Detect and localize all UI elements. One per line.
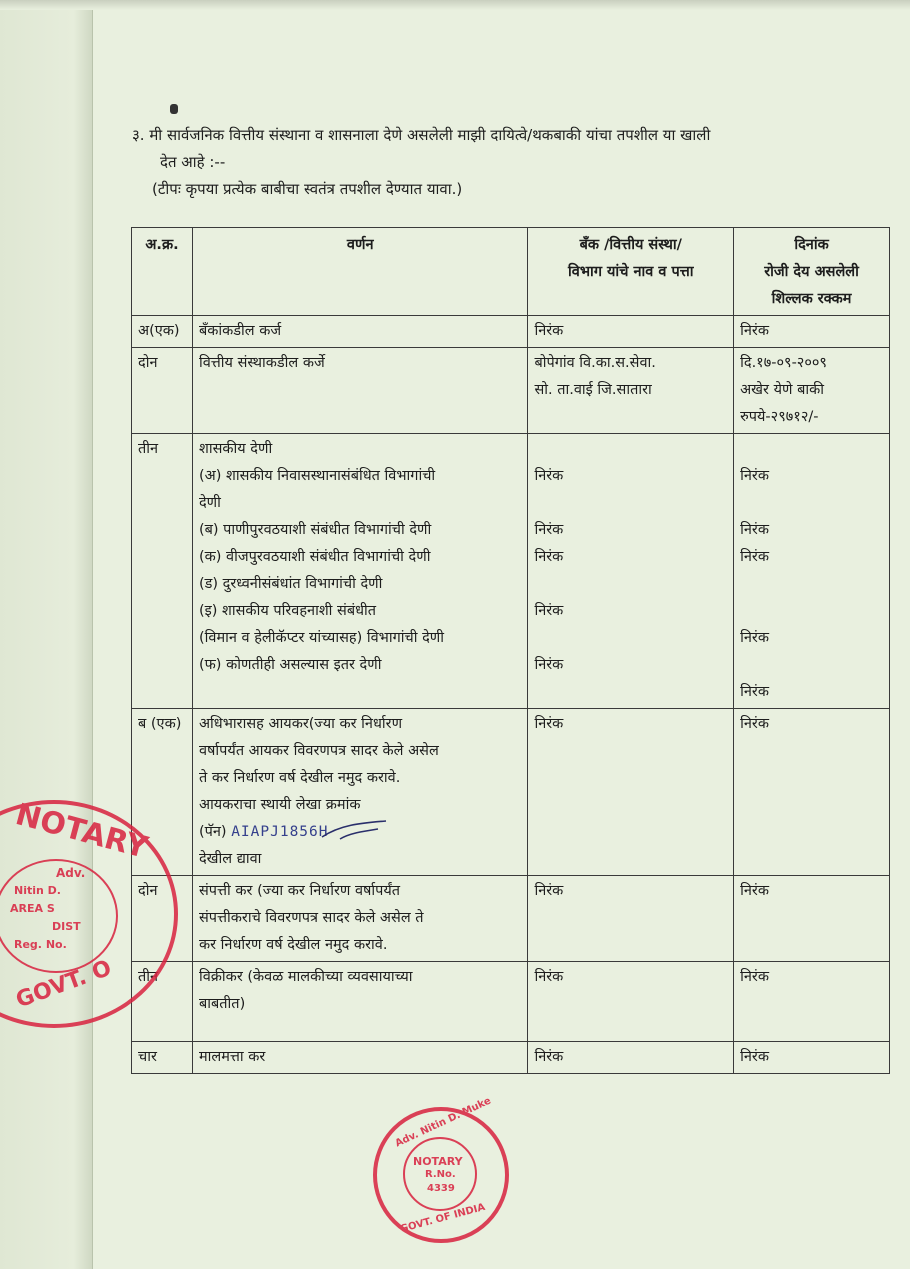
row6-line1: विक्रीकर (केवळ मालकीच्या व्यवसायाच्या bbox=[198, 969, 413, 985]
row2-amount bbox=[734, 348, 890, 434]
row3-amount-f: निरंक bbox=[740, 684, 769, 700]
row2-amount-line2: अखेर येणे बाकी bbox=[740, 382, 825, 398]
notary-stamp-bottom bbox=[373, 1095, 509, 1243]
header-sr: अ.क्र. bbox=[132, 228, 193, 316]
row7-desc: मालमत्ता कर bbox=[192, 1042, 527, 1074]
row3-bank-e: निरंक bbox=[534, 603, 564, 619]
row1-sr: अ(एक) bbox=[132, 316, 193, 348]
row3-item-c: (क) वीजपुरवठयाशी संबंधीत विभागांची देणी bbox=[198, 549, 431, 565]
row5-line2: संपत्तीकराचे विवरणपत्र सादर केले असेल ते bbox=[198, 910, 424, 926]
row5-line1: संपत्ती कर (ज्या कर निर्धारण वर्षापर्यंत bbox=[198, 883, 401, 899]
row3-bank-c: निरंक bbox=[534, 549, 564, 565]
table-row bbox=[132, 1042, 890, 1074]
row5-desc bbox=[192, 876, 527, 962]
row3-item-a-line2: देणी bbox=[198, 495, 221, 511]
row3-bank-b: निरंक bbox=[534, 522, 564, 538]
header-bank bbox=[528, 228, 734, 316]
row3-item-e-line2: (विमान व हेलीकॅप्टर यांच्यासह) विभागांची देणी bbox=[198, 630, 445, 646]
row7-sr: चार bbox=[132, 1042, 193, 1074]
row2-amount-line1: दि.१७-०९-२००९ bbox=[740, 355, 827, 371]
pan-prefix: (पॅन) bbox=[198, 824, 227, 840]
row3-amount-a: निरंक bbox=[740, 468, 769, 484]
stamp-left-dist: DIST bbox=[52, 920, 81, 933]
row4-sr: ब (एक) bbox=[132, 709, 193, 876]
header-date bbox=[734, 228, 890, 316]
stamp-bottom-ring-text: Adv. Nitin D. Muke bbox=[393, 1095, 493, 1150]
row4-line4: आयकराचा स्थायी लेखा क्रमांक bbox=[198, 797, 361, 813]
header-bank-line2: विभाग यांचे नाव व पत्ता bbox=[568, 264, 694, 280]
row2-bank-line1: बोपेगांव वि.का.स.सेवा. bbox=[534, 355, 656, 371]
stamp-bottom-reg: R.No. bbox=[425, 1169, 456, 1180]
header-date-line1: दिनांक bbox=[794, 237, 829, 253]
row1-desc: बँकांकडील कर्ज bbox=[192, 316, 527, 348]
stamp-left-name: Nitin D. bbox=[14, 884, 61, 897]
row4-desc bbox=[192, 709, 527, 876]
liabilities-table bbox=[131, 227, 890, 1074]
row3-item-d: (ड) दुरध्वनीसंबंधांत विभागांची देणी bbox=[198, 576, 383, 592]
stamp-left-govt: GOVT. O bbox=[12, 955, 115, 1014]
row3-item-a-line1: (अ) शासकीय निवासस्थानासंबंधित विभागांची bbox=[198, 468, 436, 484]
stamp-left-adv: Adv. bbox=[56, 866, 86, 880]
row7-amount: निरंक bbox=[734, 1042, 890, 1074]
row2-amount-line3: रुपये-२९७१२/- bbox=[740, 409, 819, 425]
row6-amount: निरंक bbox=[734, 962, 890, 1042]
row3-amount-b: निरंक bbox=[740, 522, 769, 538]
row6-sr: तीन bbox=[132, 962, 193, 1042]
row5-line3: कर निर्धारण वर्ष देखील नमुद करावे. bbox=[198, 937, 388, 953]
row4-line2: वर्षापर्यंत आयकर विवरणपत्र सादर केले असेल bbox=[198, 743, 439, 759]
row3-bank-a: निरंक bbox=[534, 468, 564, 484]
page-binding-edge bbox=[0, 0, 93, 1269]
row4-line3: ते कर निर्धारण वर्ष देखील नमुद करावे. bbox=[198, 770, 401, 786]
row3-bank-f: निरंक bbox=[534, 657, 564, 673]
row2-bank-line2: सो. ता.वाई जि.सातारा bbox=[534, 382, 652, 398]
row4-line1: अधिभारासह आयकर(ज्या कर निर्धारण bbox=[198, 716, 403, 732]
row1-amount: निरंक bbox=[734, 316, 890, 348]
header-date-line3: शिल्लक रक्कम bbox=[771, 291, 852, 307]
table-row bbox=[132, 316, 890, 348]
row7-bank: निरंक bbox=[528, 1042, 734, 1074]
stamp-bottom-notary: NOTARY bbox=[413, 1155, 463, 1168]
ink-mark bbox=[170, 104, 178, 114]
row3-bank bbox=[528, 434, 734, 709]
intro-note: (टीपः कृपया प्रत्येक बाबीचा स्वतंत्र तपशील देण्यात यावा.) bbox=[152, 180, 463, 198]
table-header-row bbox=[132, 228, 890, 316]
row4-bank: निरंक bbox=[528, 709, 734, 876]
section-intro bbox=[132, 122, 872, 203]
row4-line6: देखील द्यावा bbox=[198, 851, 262, 867]
row4-amount: निरंक bbox=[734, 709, 890, 876]
page-top-shadow bbox=[0, 0, 910, 10]
table-row bbox=[132, 709, 890, 876]
table-row bbox=[132, 962, 890, 1042]
row5-bank: निरंक bbox=[528, 876, 734, 962]
row2-bank bbox=[528, 348, 734, 434]
row2-desc: वित्तीय संस्थाकडील कर्जे bbox=[192, 348, 527, 434]
row6-bank: निरंक bbox=[528, 962, 734, 1042]
row3-item-e-line1: (इ) शासकीय परिवहनाशी संबंधीत bbox=[198, 603, 377, 619]
stamp-left-area: AREA S bbox=[10, 902, 55, 915]
header-date-line2: रोजी देय असलेली bbox=[764, 264, 859, 280]
row6-desc bbox=[192, 962, 527, 1042]
header-bank-line1: बँक /वित्तीय संस्था/ bbox=[579, 237, 682, 253]
row2-sr: दोन bbox=[132, 348, 193, 434]
row3-amount bbox=[734, 434, 890, 709]
signature-scribble bbox=[320, 815, 390, 845]
pan-number: AIAPJ1856H bbox=[231, 824, 329, 840]
row3-title: शासकीय देणी bbox=[198, 441, 273, 457]
stamp-left-reg: Reg. No. bbox=[14, 938, 67, 951]
table-row bbox=[132, 434, 890, 709]
intro-line-2: देत आहे :-- bbox=[160, 153, 226, 171]
intro-line-1: ३. मी सार्वजनिक वित्तीय संस्थाना व शासनाला देणे असलेली माझी दायित्वे/थकबाकी यांचा तपशील या खाली bbox=[132, 126, 711, 144]
stamp-left-notary: NOTARY bbox=[11, 797, 152, 866]
row1-bank: निरंक bbox=[528, 316, 734, 348]
table-row bbox=[132, 348, 890, 434]
row5-sr: दोन bbox=[132, 876, 193, 962]
table-row bbox=[132, 876, 890, 962]
row3-item-f: (फ) कोणतीही असल्यास इतर देणी bbox=[198, 657, 382, 673]
row3-desc bbox=[192, 434, 527, 709]
stamp-bottom-govt: GOVT. OF INDIA bbox=[399, 1201, 487, 1236]
row3-item-b: (ब) पाणीपुरवठयाशी संबंधीत विभागांची देणी bbox=[198, 522, 432, 538]
row3-sr: तीन bbox=[132, 434, 193, 709]
stamp-bottom-number: 4339 bbox=[427, 1183, 455, 1194]
row3-amount-e: निरंक bbox=[740, 630, 769, 646]
row3-amount-c: निरंक bbox=[740, 549, 769, 565]
header-desc: वर्णन bbox=[192, 228, 527, 316]
row5-amount: निरंक bbox=[734, 876, 890, 962]
row6-line2: बाबतीत) bbox=[198, 996, 246, 1012]
